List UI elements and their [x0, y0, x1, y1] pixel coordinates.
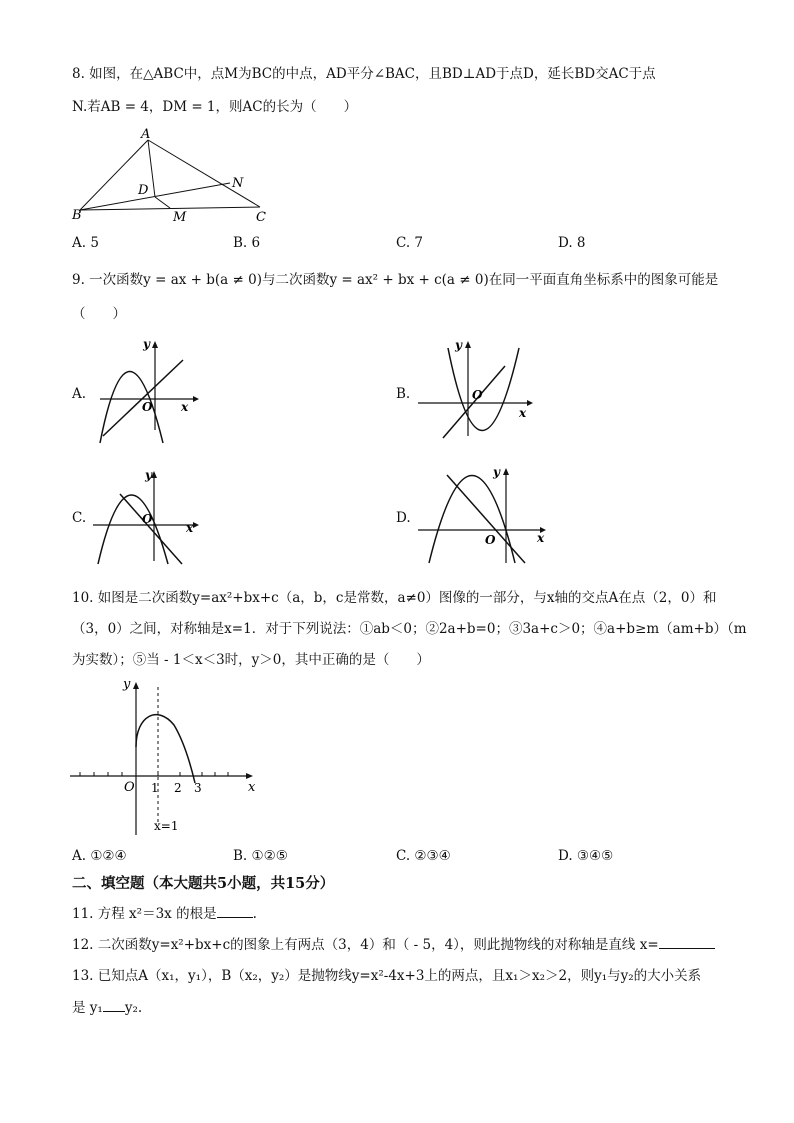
line-d — [447, 475, 525, 563]
q9-graph-c-letter[interactable]: C. — [72, 510, 87, 526]
q9-graph-b — [415, 338, 545, 448]
q13-line1: 13. 已知点A（x₁，y₁），B（x₂，y₂）是抛物线y=x²-4x+3上的两点，且x₁＞x₂＞2，则y₁与y₂的大小关系 — [72, 968, 702, 984]
q13-text-end: y₂. — [124, 1000, 143, 1016]
origin-label: O — [485, 533, 496, 547]
q12 — [72, 934, 715, 955]
q10-parabola-figure — [70, 675, 270, 840]
point-a-label: A — [141, 127, 151, 142]
y-axis-label: y — [455, 338, 462, 352]
point-c-label: C — [256, 210, 266, 225]
q13-line2 — [72, 997, 142, 1018]
q9-graph-c — [90, 466, 210, 566]
parabola — [136, 715, 195, 783]
parabola-a — [100, 372, 163, 444]
point-b-label: B — [72, 208, 82, 223]
q10-stem-line3: 为实数）；⑤当 - 1＜x＜3时，y＞0，其中正确的是（ ） — [72, 652, 430, 668]
q9-graph-a-letter[interactable]: A. — [72, 386, 87, 402]
origin-label: O — [472, 388, 483, 402]
q8-stem-line2: N.若AB = 4，DM = 1，则AC的长为（ ） — [72, 99, 358, 115]
origin-label: O — [142, 512, 153, 526]
parabola-c — [98, 495, 168, 564]
q9-stem-line2: （ ） — [72, 306, 126, 322]
q8-stem-line1: 8. 如图，在△ABC中，点M为BC的中点，AD平分∠BAC，且BD⊥AD于点D，延长BD交AC于点 — [72, 66, 656, 82]
q12-answer-blank[interactable] — [659, 934, 715, 949]
parabola-d — [429, 476, 515, 564]
q10-option-b[interactable]: B. ①②⑤ — [233, 848, 288, 864]
q9-graph-d — [415, 463, 555, 573]
q11-text: 11. 方程 x²＝3x 的根是 — [72, 906, 217, 922]
q11 — [72, 903, 257, 924]
segment-dm — [155, 197, 170, 208]
point-d-label: D — [138, 183, 149, 198]
y-axis-label: y — [493, 465, 500, 479]
q8-option-b[interactable]: B. 6 — [233, 235, 261, 251]
q13-answer-blank[interactable] — [103, 997, 125, 1012]
line-a — [103, 360, 183, 436]
point-n-label: N — [232, 176, 244, 191]
origin-label: O — [142, 400, 153, 414]
origin-label: O — [124, 780, 135, 795]
q10-stem-line2: （3，0）之间，对称轴是x=1．对于下列说法：①ab＜0；②2a+b=0；③3a+c＞0；④a+b≥m（am+b）（m — [72, 621, 747, 637]
q12-text: 12. 二次函数y=x²+bx+c的图象上有两点（3，4）和（ - 5，4），则此抛物线的对称轴是直线 x= — [72, 937, 659, 953]
line-c — [120, 494, 182, 564]
q10-option-d[interactable]: D. ③④⑤ — [558, 848, 614, 864]
y-axis-label: y — [123, 677, 131, 692]
y-axis-label: y — [145, 468, 152, 482]
q8-option-a[interactable]: A. 5 — [72, 235, 99, 251]
q8-triangle-figure — [70, 125, 290, 225]
x-axis-label: x — [186, 521, 194, 535]
point-m-label: M — [173, 210, 187, 225]
x-axis-label: x — [248, 780, 256, 795]
q11-answer-blank[interactable] — [217, 903, 253, 918]
x-axis-label: x — [537, 531, 545, 545]
symmetry-axis-label: x=1 — [154, 819, 179, 833]
segment-ad — [148, 140, 155, 197]
y-axis-label: y — [143, 337, 150, 351]
q10-stem-line1: 10. 如图是二次函数y=ax²+bx+c（a，b，c是常数，a≠0）图像的一部分，与x轴的交点A在点（2，0）和 — [72, 590, 717, 606]
section-2-heading: 二、填空题（本大题共5小题，共15分） — [72, 875, 335, 892]
q9-graph-a — [95, 338, 205, 448]
q8-option-d[interactable]: D. 8 — [558, 235, 586, 251]
segment-ac — [148, 140, 260, 207]
q10-option-a[interactable]: A. ①②④ — [72, 848, 127, 864]
tick-1-label: 1 — [151, 781, 159, 795]
q11-text-end: . — [252, 906, 257, 922]
q9-graph-b-letter[interactable]: B. — [396, 386, 411, 402]
q13-text: 是 y₁ — [72, 1000, 103, 1016]
x-axis-label: x — [519, 406, 527, 420]
line-b — [443, 366, 505, 438]
q9-graph-d-letter[interactable]: D. — [396, 510, 411, 526]
parabola-b — [448, 348, 519, 431]
q10-option-c[interactable]: C. ②③④ — [396, 848, 451, 864]
x-axis-label: x — [181, 400, 189, 414]
q8-option-c[interactable]: C. 7 — [396, 235, 424, 251]
tick-3-label: 3 — [194, 781, 202, 795]
tick-2-label: 2 — [174, 781, 182, 795]
q9-stem-line1: 9. 一次函数y = ax + b(a ≠ 0)与二次函数y = ax² + bx + c(a ≠ 0)在同一平面直角坐标系中的图象可能是 — [72, 272, 719, 288]
